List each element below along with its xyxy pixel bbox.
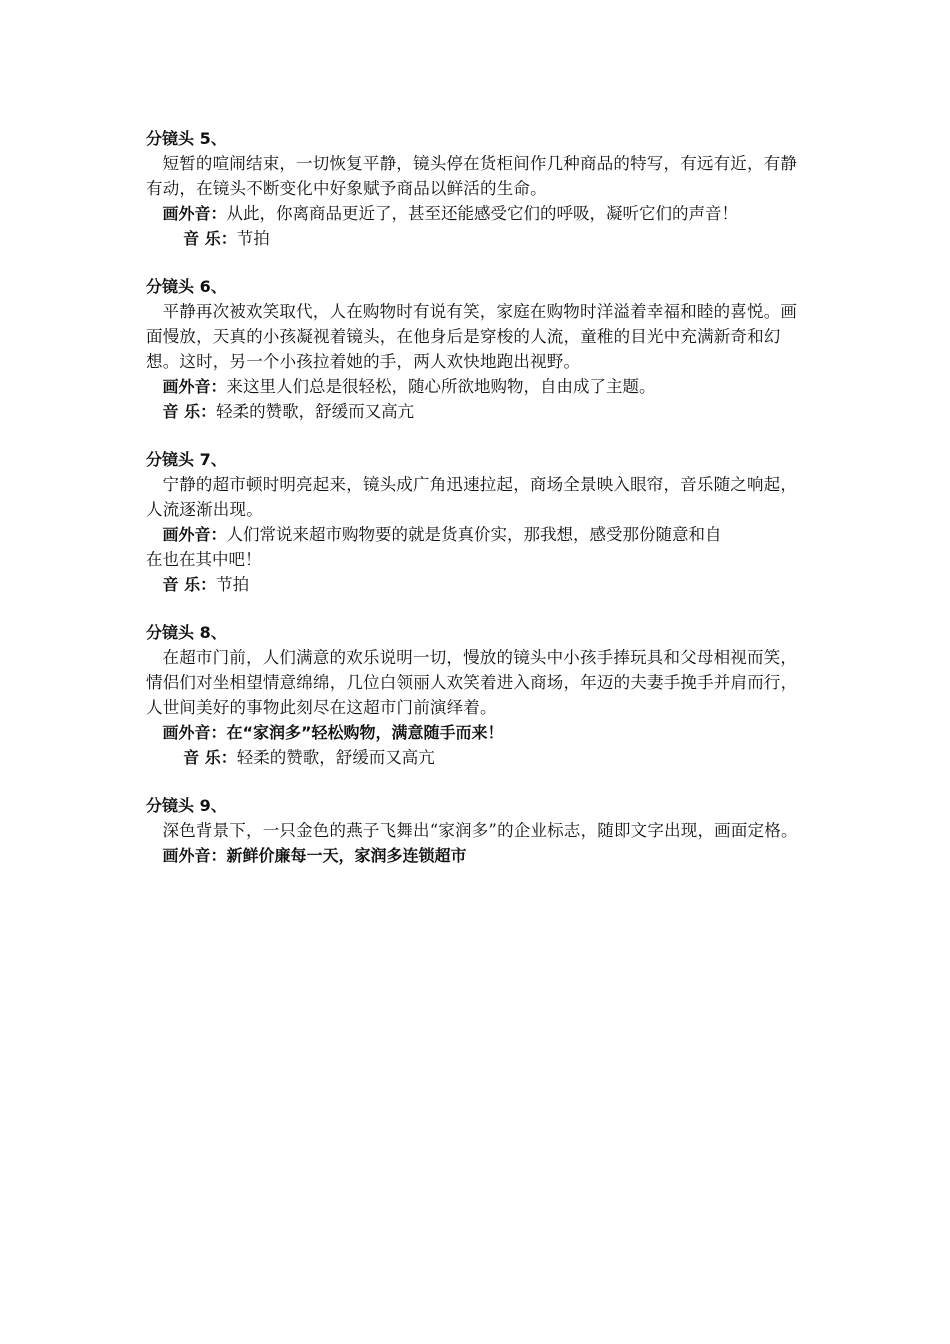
scene-7: [146, 447, 811, 597]
scene-description: 在超市门前，人们满意的欢乐说明一切，慢放的镜头中小孩手捧玩具和父母相视而笑，情侣们对坐相望情意绵绵，几位白领丽人欢笑着进入商场，年迈的夫妻手挽手并肩而行，人世间美好的事物此刻尽在这超市门前演绎着。: [146, 648, 798, 717]
music-line: [146, 226, 811, 251]
music-text: 轻柔的赞歌，舒缓而又高亢: [216, 402, 415, 421]
scene-heading: 分镜头 6、: [146, 277, 227, 296]
voiceover-continuation: 在也在其中吧！: [146, 550, 262, 569]
voiceover-label: 画外音：: [162, 723, 227, 742]
voiceover-line: [146, 201, 811, 226]
music-label: 音 乐：: [183, 229, 237, 248]
voiceover-line: [146, 522, 811, 547]
voiceover-text: 从此，你离商品更近了，甚至还能感受它们的呼吸，凝听它们的声音！: [226, 204, 739, 223]
scene-heading: 分镜头 9、: [146, 796, 227, 815]
scene-description: 平静再次被欢笑取代，人在购物时有说有笑，家庭在购物时洋溢着幸福和睦的喜悦。画面慢放，天真的小孩凝视着镜头，在他身后是穿梭的人流，童稚的目光中充满新奇和幻想。这时，另一个小孩拉着她的手，两人欢快地跑出视野。: [146, 302, 798, 371]
document-page: [146, 126, 811, 891]
scene-9: [146, 793, 811, 868]
music-line: [146, 572, 811, 597]
music-label: 音 乐：: [162, 575, 217, 594]
voiceover-text: 新鲜价廉每一天，家润多连锁超市: [226, 846, 467, 865]
music-text: 轻柔的赞歌，舒缓而又高亢: [236, 748, 435, 767]
scene-5: [146, 126, 811, 251]
scene-8: [146, 620, 811, 770]
scene-description: 深色背景下，一只金色的燕子飞舞出“家润多”的企业标志，随即文字出现，画面定格。: [162, 821, 798, 840]
voiceover-line: [146, 374, 811, 399]
music-text: 节拍: [216, 575, 250, 594]
scene-description: 短暂的喧闹结束，一切恢复平静，镜头停在货柜间作几种商品的特写，有远有近，有静有动，在镜头不断变化中好象赋予商品以鲜活的生命。: [146, 154, 798, 198]
scene-heading: 分镜头 7、: [146, 450, 227, 469]
scene-description: 宁静的超市顿时明亮起来，镜头成广角迅速拉起，商场全景映入眼帘，音乐随之响起，人流逐渐出现。: [146, 475, 798, 519]
voiceover-line: [146, 720, 811, 745]
voiceover-text: 来这里人们总是很轻松，随心所欲地购物，自由成了主题。: [226, 377, 656, 396]
voiceover-text: 在“家润多”轻松购物，满意随手而来！: [226, 723, 504, 742]
scene-6: [146, 274, 811, 424]
scene-heading: 分镜头 5、: [146, 129, 227, 148]
music-label: 音 乐：: [183, 748, 237, 767]
music-text: 节拍: [236, 229, 270, 248]
music-label: 音 乐：: [162, 402, 217, 421]
voiceover-label: 画外音：: [162, 377, 227, 396]
voiceover-label: 画外音：: [162, 204, 227, 223]
music-line: [146, 399, 811, 424]
voiceover-label: 画外音：: [162, 846, 227, 865]
voiceover-text: 人们常说来超市购物要的就是货真价实，那我想，感受那份随意和自: [226, 525, 722, 544]
voiceover-label: 画外音：: [162, 525, 227, 544]
music-line: [146, 745, 811, 770]
scene-heading: 分镜头 8、: [146, 623, 227, 642]
voiceover-line: [146, 843, 811, 868]
